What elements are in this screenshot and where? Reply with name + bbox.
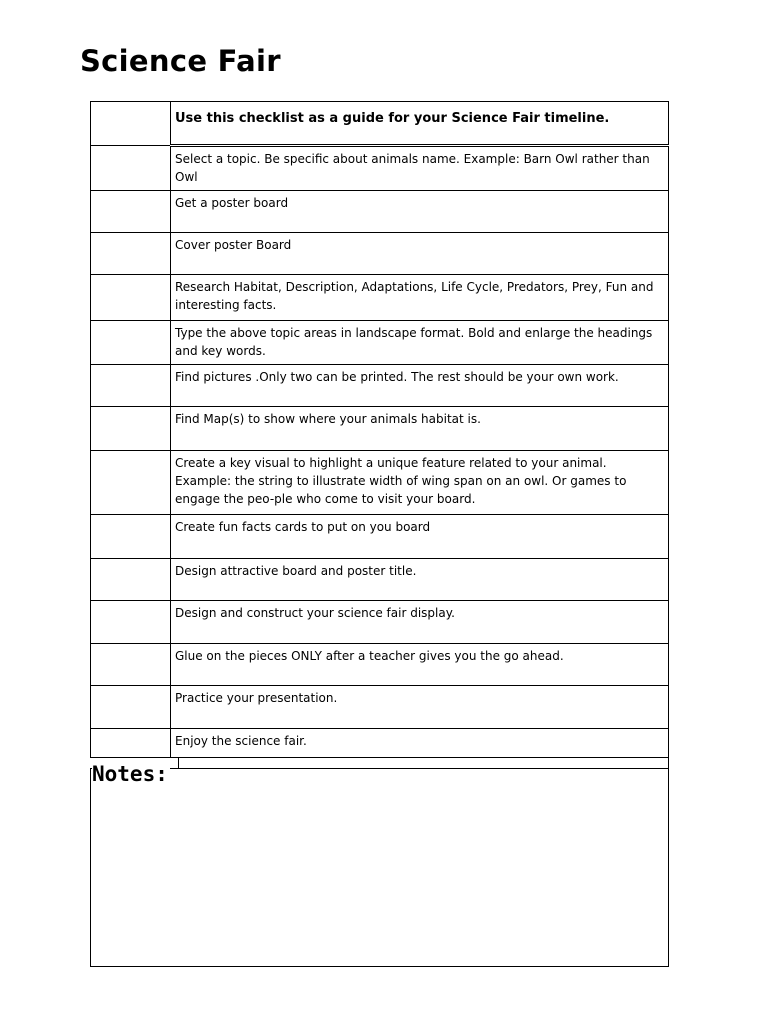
notes-label: Notes: — [92, 762, 168, 786]
check-cell[interactable] — [91, 233, 171, 275]
task-text: Glue on the pieces ONLY after a teacher gives you the go ahead. — [171, 644, 669, 686]
task-text: Find pictures .Only two can be printed. The rest should be your own work. — [171, 365, 669, 407]
check-cell[interactable] — [91, 146, 171, 191]
task-text: Select a topic. Be specific about animals name. Example: Barn Owl rather than Owl — [171, 146, 669, 191]
page-title: Science Fair — [80, 44, 281, 78]
check-cell[interactable] — [91, 275, 171, 321]
check-cell[interactable] — [91, 451, 171, 515]
table-row — [91, 365, 669, 407]
table-row — [91, 729, 669, 758]
task-text: Cover poster Board — [171, 233, 669, 275]
table-row — [91, 321, 669, 365]
checklist-table — [90, 101, 669, 758]
check-cell[interactable] — [91, 515, 171, 559]
check-cell[interactable] — [91, 365, 171, 407]
task-text: Practice your presentation. — [171, 686, 669, 729]
table-row — [91, 559, 669, 601]
checklist-header-row — [91, 102, 669, 146]
check-cell[interactable] — [91, 601, 171, 644]
divider — [668, 757, 669, 768]
table-row — [91, 146, 669, 191]
table-row — [91, 451, 669, 515]
check-cell[interactable] — [91, 559, 171, 601]
task-text: Design attractive board and poster title. — [171, 559, 669, 601]
table-row — [91, 233, 669, 275]
check-cell[interactable] — [91, 407, 171, 451]
task-text: Design and construct your science fair display. — [171, 601, 669, 644]
task-text: Enjoy the science fair. — [171, 729, 669, 758]
check-cell[interactable] — [91, 321, 171, 365]
divider — [178, 757, 179, 768]
table-row — [91, 191, 669, 233]
task-text: Find Map(s) to show where your animals habitat is. — [171, 407, 669, 451]
notes-area[interactable] — [90, 768, 669, 967]
check-cell[interactable] — [91, 102, 171, 146]
table-row — [91, 407, 669, 451]
check-cell[interactable] — [91, 644, 171, 686]
task-text: Type the above topic areas in landscape format. Bold and enlarge the headings and key words. — [171, 321, 669, 365]
task-text: Create a key visual to highlight a unique feature related to your animal. Example: the string to illustrate width of wing span on an owl. Or games to engage the peo-ple who come to visit your board. — [171, 451, 669, 515]
table-row — [91, 601, 669, 644]
task-text: Research Habitat, Description, Adaptations, Life Cycle, Predators, Prey, Fun and interesting facts. — [171, 275, 669, 321]
table-row — [91, 686, 669, 729]
table-row — [91, 515, 669, 559]
task-text: Create fun facts cards to put on you board — [171, 515, 669, 559]
check-cell[interactable] — [91, 191, 171, 233]
check-cell[interactable] — [91, 686, 171, 729]
table-row — [91, 275, 669, 321]
table-row — [91, 644, 669, 686]
task-text: Get a poster board — [171, 191, 669, 233]
checklist-header: Use this checklist as a guide for your Science Fair timeline. — [171, 102, 669, 146]
check-cell[interactable] — [91, 729, 171, 758]
